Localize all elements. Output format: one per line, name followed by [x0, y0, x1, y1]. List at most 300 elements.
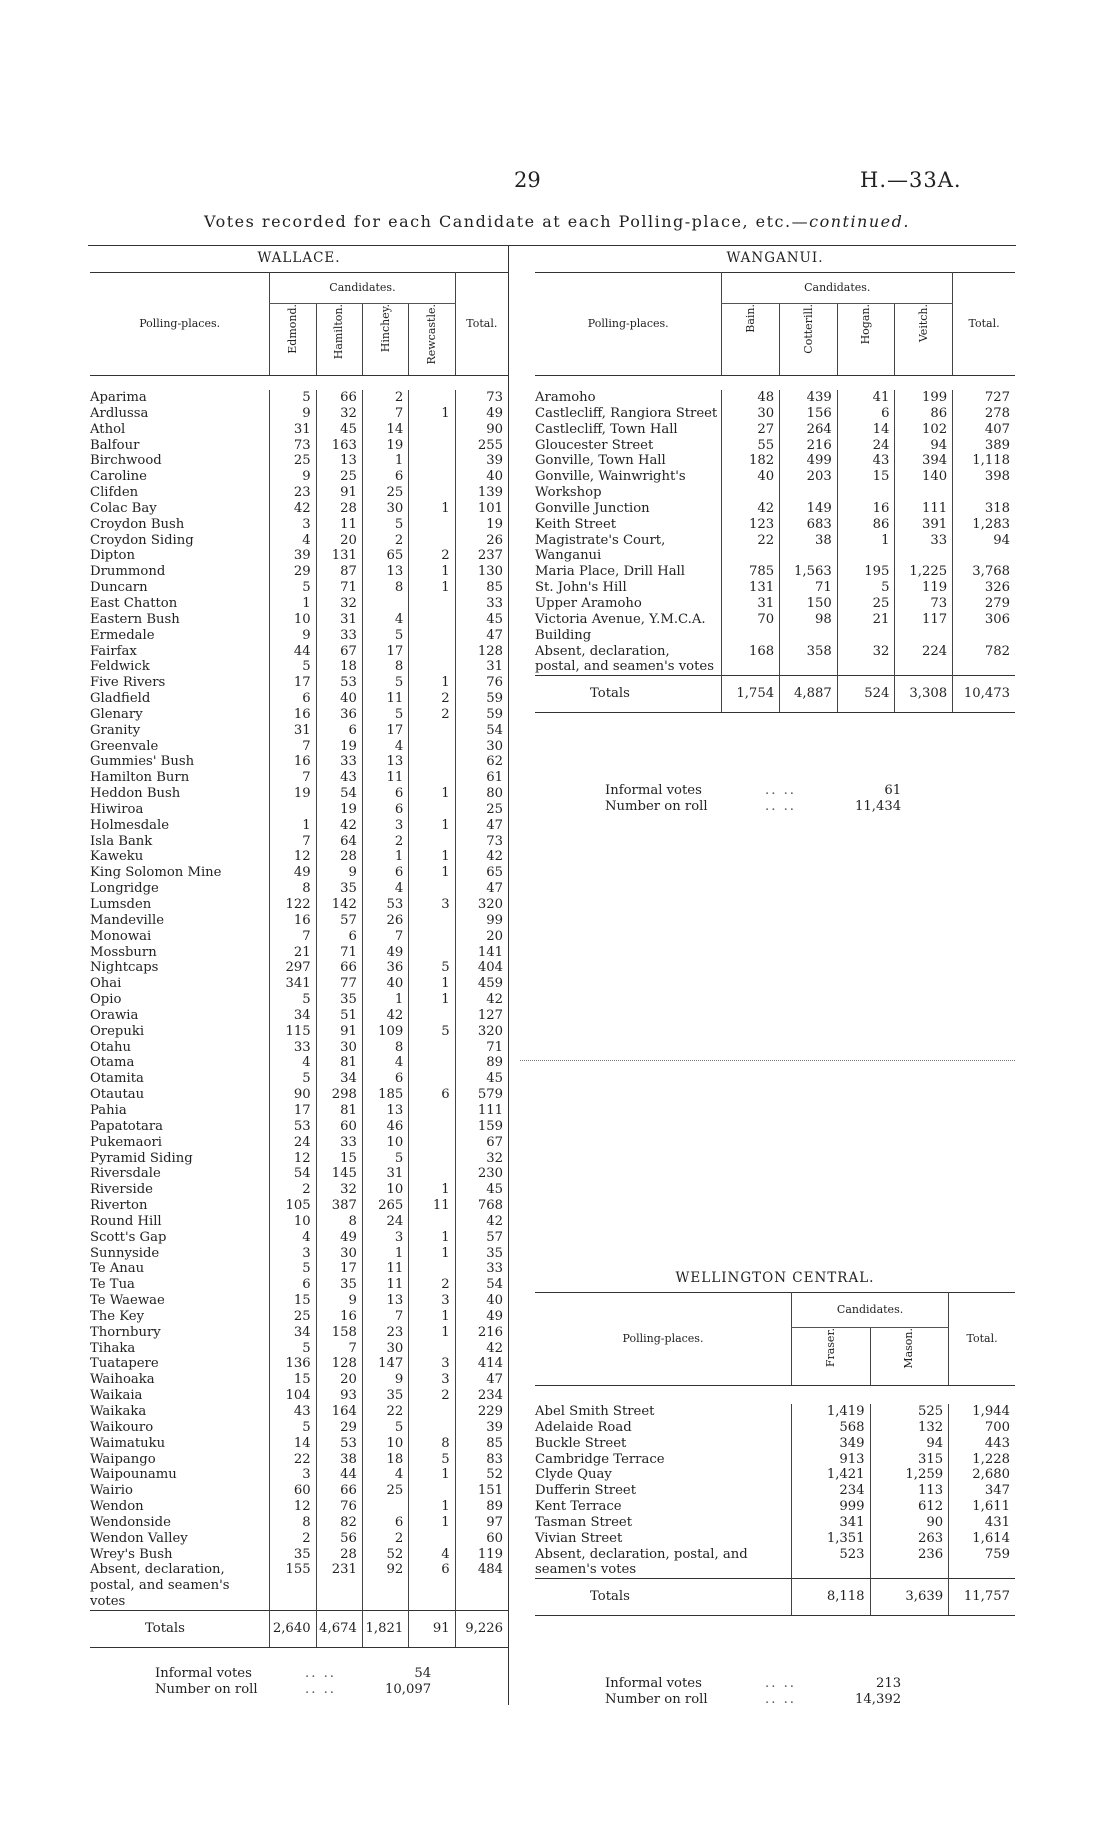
wallace-vote-cell [409, 1341, 455, 1357]
wanganui-vote-cell: 149 [780, 501, 838, 517]
wallace-vote-cell: 158 [316, 1325, 362, 1341]
wallace-vote-cell: 20 [316, 533, 362, 549]
wellington-central-summary: Informal votes .. .. 213 Number on roll .. .. 14,392 [605, 1676, 906, 1708]
wallace-vote-cell: 6 [270, 691, 316, 707]
wanganui-row-total: 318 [953, 501, 1015, 517]
wallace-row-total: 414 [455, 1356, 508, 1372]
wallace-row-total: 57 [455, 1230, 508, 1246]
wallace-row-total: 255 [455, 438, 508, 454]
table-row [535, 612, 1015, 644]
wallace-vote-cell: 13 [362, 1103, 408, 1119]
wallace-vote-cell: 7 [270, 739, 316, 755]
wanganui-totals-row [535, 676, 1015, 713]
wallace-vote-cell: 122 [270, 897, 316, 913]
wallace-vote-cell: 4 [362, 1055, 408, 1071]
wallace-polling-place: Gummies' Bush [90, 754, 195, 770]
wallace-vote-cell: 31 [362, 1166, 408, 1182]
table-row [90, 960, 508, 976]
wanganui-vote-cell: 41 [837, 390, 895, 406]
wanganui-vote-cell: 394 [895, 453, 953, 469]
wallace-vote-cell: 5 [362, 1151, 408, 1167]
table-row [90, 1467, 508, 1483]
caption-continued: continued. [809, 212, 910, 231]
wallace-vote-cell [409, 422, 455, 438]
wanganui-candidate-total: 1,754 [722, 676, 780, 713]
wallace-row-total: 33 [455, 596, 508, 612]
wallace-polling-place: Holmesdale [90, 817, 170, 833]
wallace-vote-cell [409, 723, 455, 739]
wallace-vote-cell: 1 [270, 596, 316, 612]
table-row [90, 739, 508, 755]
wallace-row-total: 768 [455, 1198, 508, 1214]
wallace-vote-cell: 31 [316, 612, 362, 628]
wallace-vote-cell: 2 [362, 834, 408, 850]
table-row [535, 564, 1015, 580]
wanganui-polling-place: Castlecliff, Rangiora Street [535, 405, 718, 421]
wanganui-informal-value: 61 [884, 783, 902, 799]
wallace-vote-cell: 2 [270, 1182, 316, 1198]
wellington-vote-cell: 113 [870, 1483, 949, 1499]
wallace-row-total: 45 [455, 1071, 508, 1087]
wallace-vote-cell: 22 [270, 1452, 316, 1468]
wallace-vote-cell [409, 739, 455, 755]
table-row [90, 501, 508, 517]
wallace-polling-place: Wairio [90, 1483, 133, 1499]
wanganui-row-total: 398 [953, 469, 1015, 501]
wallace-vote-cell: 11 [409, 1198, 455, 1214]
wallace-polling-place: Orawia [90, 1007, 139, 1023]
wallace-vote-cell: 145 [316, 1166, 362, 1182]
wellington-central-section [535, 1270, 1015, 1708]
wellington-row-total: 443 [949, 1436, 1015, 1452]
wallace-vote-cell: 136 [270, 1356, 316, 1372]
wellington-candidate-name: Mason. [902, 1328, 916, 1369]
wallace-vote-cell: 2 [409, 1277, 455, 1293]
wanganui-row-total: 94 [953, 533, 1015, 565]
wallace-vote-cell: 42 [316, 818, 362, 834]
wallace-candidate-total: 1,821 [362, 1610, 408, 1647]
wallace-polling-place: Croydon Bush [90, 516, 185, 532]
wallace-vote-cell [409, 596, 455, 612]
wellington-row-total: 1,611 [949, 1499, 1015, 1515]
wallace-row-total: 35 [455, 1246, 508, 1262]
wallace-vote-cell: 20 [316, 1372, 362, 1388]
wallace-polling-place: Scott's Gap [90, 1229, 167, 1245]
wanganui-totals-label: Totals [535, 676, 722, 713]
wallace-vote-cell: 57 [316, 913, 362, 929]
wallace-vote-cell: 2 [270, 1531, 316, 1547]
wanganui-vote-cell: 15 [837, 469, 895, 501]
wallace-vote-cell: 34 [270, 1008, 316, 1024]
wellington-row-total: 1,614 [949, 1531, 1015, 1547]
wallace-polling-place: Heddon Bush [90, 786, 181, 802]
wallace-vote-cell [409, 628, 455, 644]
table-row [90, 1436, 508, 1452]
wallace-vote-cell: 2 [362, 1531, 408, 1547]
wallace-polling-place: Absent, declaration, postal, and seamen's votes [90, 1562, 230, 1610]
wallace-vote-cell: 91 [316, 485, 362, 501]
wallace-vote-cell: 5 [270, 1261, 316, 1277]
wallace-polling-place: Round Hill [90, 1213, 162, 1229]
wallace-row-total: 89 [455, 1499, 508, 1515]
table-row [90, 754, 508, 770]
wallace-candidate-header [362, 304, 408, 376]
wallace-vote-cell: 10 [362, 1436, 408, 1452]
wallace-vote-cell: 6 [409, 1087, 455, 1103]
wanganui-candidate-name: Veitch. [916, 304, 930, 343]
wanganui-vote-cell: 98 [780, 612, 838, 644]
wellington-vote-cell: 913 [792, 1452, 871, 1468]
wallace-row-total: 320 [455, 897, 508, 913]
wallace-row-total: 90 [455, 422, 508, 438]
wallace-vote-cell [409, 1040, 455, 1056]
wallace-vote-cell: 1 [409, 406, 455, 422]
wanganui-vote-cell: 33 [895, 533, 953, 565]
table-row [535, 1483, 1015, 1499]
wallace-vote-cell: 5 [362, 707, 408, 723]
wallace-vote-cell: 12 [270, 1499, 316, 1515]
wallace-vote-cell: 19 [362, 438, 408, 454]
wallace-candidate-name: Rewcastle. [425, 304, 438, 365]
wanganui-row-total: 306 [953, 612, 1015, 644]
wallace-row-total: 39 [455, 453, 508, 469]
wellington-spacer-row [535, 1386, 1015, 1405]
table-row [90, 786, 508, 802]
wallace-vote-cell: 12 [270, 849, 316, 865]
wallace-row-total: 30 [455, 739, 508, 755]
wallace-vote-cell: 13 [362, 754, 408, 770]
wallace-polling-place: King Solomon Mine [90, 865, 222, 881]
wallace-vote-cell: 5 [409, 1452, 455, 1468]
wallace-candidate-header [270, 304, 316, 376]
wallace-vote-cell: 7 [362, 406, 408, 422]
wanganui-vote-cell: 168 [722, 644, 780, 676]
wallace-polling-place: Wendonside [90, 1514, 171, 1530]
wellington-vote-cell: 90 [870, 1515, 949, 1531]
table-row [90, 1531, 508, 1547]
table-row [535, 1404, 1015, 1420]
wanganui-vote-cell: 48 [722, 390, 780, 406]
wellington-vote-cell: 132 [870, 1420, 949, 1436]
table-row [90, 406, 508, 422]
wanganui-polling-place: Gonville, Town Hall [535, 453, 666, 469]
wallace-vote-cell: 18 [362, 1452, 408, 1468]
table-row [90, 1230, 508, 1246]
table-row [90, 628, 508, 644]
wallace-vote-cell: 32 [316, 1182, 362, 1198]
wellington-totals-label: Totals [535, 1579, 792, 1616]
wanganui-vote-cell: 86 [895, 406, 953, 422]
wallace-row-total: 45 [455, 1182, 508, 1198]
wallace-vote-cell [270, 802, 316, 818]
wallace-vote-cell: 22 [362, 1404, 408, 1420]
wallace-row-total: 19 [455, 517, 508, 533]
table-row [90, 1246, 508, 1262]
wanganui-polling-place: Upper Aramoho [535, 595, 642, 611]
wallace-polling-place: Sunnyside [90, 1245, 160, 1261]
wallace-vote-cell: 35 [316, 1277, 362, 1293]
wallace-vote-cell: 297 [270, 960, 316, 976]
wanganui-section [535, 250, 1015, 815]
wallace-polling-place: Pyramid Siding [90, 1150, 193, 1166]
wallace-vote-cell: 71 [316, 580, 362, 596]
wallace-vote-cell: 76 [316, 1499, 362, 1515]
wallace-vote-cell: 147 [362, 1356, 408, 1372]
wallace-polling-place: Ermedale [90, 627, 155, 643]
wellington-row-total: 431 [949, 1515, 1015, 1531]
wallace-vote-cell: 2 [362, 390, 408, 406]
wallace-polling-place: Greenvale [90, 738, 159, 754]
wallace-vote-cell [409, 1135, 455, 1151]
wallace-row-total: 128 [455, 644, 508, 660]
wallace-polling-place: Croydon Siding [90, 532, 194, 548]
wallace-row-total: 54 [455, 1277, 508, 1293]
wanganui-candidate-header [780, 304, 838, 376]
wallace-vote-cell: 4 [362, 1467, 408, 1483]
wellington-vote-cell: 1,351 [792, 1531, 871, 1547]
table-row [90, 1071, 508, 1087]
wallace-vote-cell [409, 834, 455, 850]
wallace-polling-place: Hiwiroa [90, 801, 144, 817]
wallace-vote-cell: 60 [270, 1483, 316, 1499]
table-row [90, 659, 508, 675]
table-row [90, 469, 508, 485]
wallace-vote-cell [409, 1420, 455, 1436]
wallace-polling-place: Riverside [90, 1182, 153, 1198]
table-row [90, 675, 508, 691]
wallace-vote-cell: 4 [362, 739, 408, 755]
wallace-vote-cell: 11 [362, 770, 408, 786]
wanganui-vote-cell: 199 [895, 390, 953, 406]
wallace-vote-cell: 5 [270, 1341, 316, 1357]
table-row [90, 517, 508, 533]
wallace-candidate-name: Hamilton. [332, 304, 346, 360]
wallace-vote-cell: 3 [270, 517, 316, 533]
wallace-vote-cell: 17 [362, 644, 408, 660]
table-row [90, 533, 508, 549]
wallace-vote-cell: 30 [316, 1246, 362, 1262]
wallace-polling-place: Waipango [90, 1451, 156, 1467]
wallace-row-total: 20 [455, 929, 508, 945]
wallace-vote-cell: 54 [270, 1166, 316, 1182]
wallace-polling-place: Wendon Valley [90, 1530, 188, 1546]
table-row [90, 564, 508, 580]
wallace-row-total: 80 [455, 786, 508, 802]
wallace-vote-cell: 8 [316, 1214, 362, 1230]
wallace-row-total: 459 [455, 976, 508, 992]
wellington-polling-place: Cambridge Terrace [535, 1451, 665, 1467]
wanganui-candidate-header [837, 304, 895, 376]
wallace-vote-cell: 3 [409, 1293, 455, 1309]
wallace-vote-cell [409, 1214, 455, 1230]
wallace-vote-cell [409, 770, 455, 786]
wallace-polling-place: Waikaka [90, 1404, 147, 1419]
wanganui-vote-cell: 119 [895, 580, 953, 596]
wallace-vote-cell: 12 [270, 1151, 316, 1167]
wallace-vote-cell: 5 [362, 1420, 408, 1436]
wallace-vote-cell: 14 [362, 422, 408, 438]
wallace-vote-cell: 105 [270, 1198, 316, 1214]
wallace-vote-cell: 16 [316, 1309, 362, 1325]
wanganui-row-total: 278 [953, 406, 1015, 422]
wallace-vote-cell: 15 [316, 1151, 362, 1167]
wallace-vote-cell [409, 1103, 455, 1119]
wallace-vote-cell [409, 644, 455, 660]
wanganui-vote-cell: 358 [780, 644, 838, 676]
wallace-vote-cell: 109 [362, 1024, 408, 1040]
wanganui-vote-cell: 32 [837, 644, 895, 676]
wallace-vote-cell: 33 [316, 1135, 362, 1151]
wallace-row-total: 320 [455, 1024, 508, 1040]
wallace-candidate-total: 2,640 [270, 1610, 316, 1647]
wallace-polling-place: Duncarn [90, 580, 148, 596]
wanganui-vote-cell: 70 [722, 612, 780, 644]
wallace-vote-cell: 35 [270, 1547, 316, 1563]
wallace-vote-cell: 142 [316, 897, 362, 913]
wallace-vote-cell [362, 1499, 408, 1515]
wanganui-vote-cell: 38 [780, 533, 838, 565]
wallace-vote-cell: 1 [362, 453, 408, 469]
table-row [90, 1547, 508, 1563]
wallace-vote-cell: 11 [362, 1277, 408, 1293]
table-row [90, 1404, 508, 1420]
table-row [90, 1119, 508, 1135]
table-row [90, 707, 508, 723]
wallace-vote-cell [409, 1055, 455, 1071]
wallace-vote-cell: 25 [362, 1483, 408, 1499]
wallace-vote-cell: 46 [362, 1119, 408, 1135]
wallace-vote-cell: 30 [362, 501, 408, 517]
wallace-row-total: 234 [455, 1388, 508, 1404]
wallace-row-total: 40 [455, 469, 508, 485]
wallace-row-total: 229 [455, 1404, 508, 1420]
wallace-row-total: 230 [455, 1166, 508, 1182]
wallace-row-total: 60 [455, 1531, 508, 1547]
wallace-summary: Informal votes .. .. 54 Number on roll .. .. 10,097 [155, 1666, 436, 1698]
wallace-polling-place: Waimatuku [90, 1435, 166, 1451]
wallace-row-total: 26 [455, 533, 508, 549]
wallace-vote-cell: 2 [409, 548, 455, 564]
wallace-vote-cell: 44 [270, 644, 316, 660]
wallace-vote-cell: 2 [362, 533, 408, 549]
table-row [90, 1341, 508, 1357]
wanganui-row-total: 279 [953, 596, 1015, 612]
wanganui-vote-cell: 683 [780, 517, 838, 533]
wallace-candidate-header [409, 304, 455, 376]
wallace-row-total: 25 [455, 802, 508, 818]
wallace-vote-cell: 155 [270, 1562, 316, 1610]
wallace-vote-cell: 1 [409, 564, 455, 580]
wanganui-vote-cell: 1 [837, 533, 895, 565]
wanganui-row-total: 3,768 [953, 564, 1015, 580]
wallace-vote-cell: 3 [362, 818, 408, 834]
wanganui-vote-cell: 73 [895, 596, 953, 612]
wellington-row-total: 1,944 [949, 1404, 1015, 1420]
table-row [90, 1024, 508, 1040]
wallace-vote-cell: 29 [316, 1420, 362, 1436]
wallace-vote-cell: 1 [362, 849, 408, 865]
wanganui-informal-label: Informal votes [605, 783, 702, 799]
wallace-polling-place: Granity [90, 722, 141, 738]
wallace-vote-cell: 77 [316, 976, 362, 992]
table-row [90, 485, 508, 501]
wallace-vote-cell: 6 [270, 1277, 316, 1293]
wallace-vote-cell: 5 [270, 659, 316, 675]
table-row [90, 834, 508, 850]
wallace-vote-cell: 49 [316, 1230, 362, 1246]
wallace-polling-place: East Chatton [90, 595, 178, 611]
wanganui-candidate-header [722, 304, 780, 376]
wallace-vote-cell: 35 [316, 992, 362, 1008]
wanganui-row-total: 727 [953, 390, 1015, 406]
wallace-vote-cell [409, 659, 455, 675]
wanganui-candidate-header [895, 304, 953, 376]
table-row [90, 1277, 508, 1293]
wanganui-candidates-header: Candidates. [722, 273, 953, 304]
wallace-vote-cell: 39 [270, 548, 316, 564]
wanganui-vote-cell: 30 [722, 406, 780, 422]
wallace-vote-cell: 9 [270, 406, 316, 422]
wallace-vote-cell: 49 [362, 945, 408, 961]
wallace-vote-cell: 25 [270, 453, 316, 469]
wanganui-vote-cell: 182 [722, 453, 780, 469]
wanganui-polling-place: Keith Street [535, 516, 617, 532]
wallace-candidate-total: 4,674 [316, 1610, 362, 1647]
wallace-vote-cell: 7 [316, 1341, 362, 1357]
wellington-informal-value: 213 [875, 1676, 902, 1692]
wanganui-summary: Informal votes .. .. 61 Number on roll .. .. 11,434 [605, 783, 906, 815]
wallace-vote-cell: 31 [270, 422, 316, 438]
wanganui-vote-cell: 22 [722, 533, 780, 565]
wellington-vote-cell: 1,259 [870, 1467, 949, 1483]
wallace-vote-cell: 265 [362, 1198, 408, 1214]
wallace-vote-cell: 1 [409, 675, 455, 691]
wallace-vote-cell: 5 [270, 992, 316, 1008]
wallace-vote-cell: 8 [409, 1436, 455, 1452]
wallace-vote-cell: 2 [409, 691, 455, 707]
wallace-vote-cell: 18 [316, 659, 362, 675]
wallace-polling-place: Mossburn [90, 944, 157, 960]
wellington-informal-label: Informal votes [605, 1676, 702, 1692]
table-row [90, 818, 508, 834]
table-row [90, 691, 508, 707]
wallace-vote-cell: 4 [270, 533, 316, 549]
wallace-row-total: 73 [455, 390, 508, 406]
table-row [535, 1420, 1015, 1436]
wallace-row-total: 42 [455, 1214, 508, 1230]
wallace-vote-cell: 16 [270, 707, 316, 723]
wallace-vote-cell: 1 [409, 786, 455, 802]
wellington-polling-place: Absent, declaration, postal, and seamen's votes [535, 1546, 748, 1578]
wallace-polling-place: Pahia [90, 1102, 127, 1118]
wanganui-vote-cell: 71 [780, 580, 838, 596]
wallace-totals-label: Totals [90, 1610, 270, 1647]
wellington-candidates-header: Candidates. [792, 1293, 949, 1328]
wallace-vote-cell: 13 [316, 453, 362, 469]
table-row [90, 580, 508, 596]
wanganui-vote-cell: 439 [780, 390, 838, 406]
wanganui-spacer-row [535, 376, 1015, 391]
wallace-vote-cell: 28 [316, 849, 362, 865]
wanganui-vote-cell: 224 [895, 644, 953, 676]
wallace-vote-cell: 1 [362, 992, 408, 1008]
wellington-row-total: 759 [949, 1547, 1015, 1579]
wallace-vote-cell [409, 754, 455, 770]
wallace-vote-cell: 5 [270, 580, 316, 596]
table-row [535, 580, 1015, 596]
wallace-vote-cell: 65 [362, 548, 408, 564]
table-row [90, 849, 508, 865]
